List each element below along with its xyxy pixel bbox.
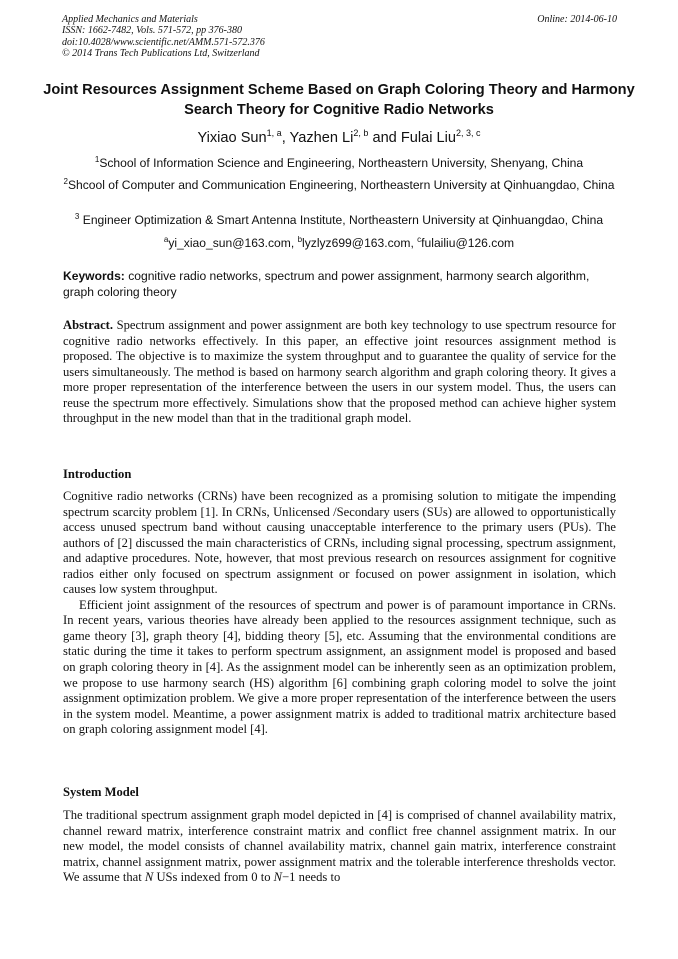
author-affiliation-mark: 2, b: [353, 128, 369, 138]
affiliation-mark: 1: [94, 155, 100, 164]
section-heading-system-model: System Model: [63, 785, 139, 799]
system-model-body: [63, 808, 616, 886]
system-model-text: to: [260, 870, 271, 885]
abstract-text: Spectrum assignment and power assignment are both key technology to use spectrum resource for cognitive radio networks effectively. In this paper, an effective joint resources assignment method is proposed. The objective is to maximize the system throughput and to guarantee the quality of service for the users simultaneously. The method is based on harmony search algorithm and graph coloring theory. It gives a more proper representation of the interference between the users in our system model. Thus, the users can reuse the spectrum more effectively. Simulations show that the proposed method can achieve higher system throughput in the new model than that in the traditional graph model.: [63, 318, 616, 426]
affiliation-3: [50, 212, 628, 229]
author-name: Yixiao Sun: [197, 130, 267, 146]
affiliation-text: School of Information Science and Engineering, Northeastern University, Shenyang, China: [99, 156, 584, 170]
email-link[interactable]: fulailiu@126.com: [421, 236, 515, 250]
math-zero: 0: [251, 870, 258, 885]
math-symbol-n: N: [273, 870, 283, 885]
abstract: [63, 318, 616, 427]
math-symbol-n: N: [144, 870, 154, 885]
affiliation-text: Shcool of Computer and Communication Engineering, Northeastern University at Qinhuangdao, China: [67, 178, 615, 192]
affiliation-mark: 3: [74, 212, 80, 221]
online-date: Online: 2014-06-10: [537, 14, 617, 25]
affiliation-2: [50, 177, 628, 194]
email-mark: a: [163, 235, 169, 244]
author-name: Fulai Liu: [400, 130, 457, 146]
author-separator: ,: [281, 130, 290, 146]
keywords-text: cognitive radio networks, spectrum and power assignment, harmony search algorithm, graph coloring theory: [63, 269, 590, 299]
journal-doi: doi:10.4028/www.scientific.net/AMM.571-572.376: [62, 36, 265, 48]
paper-title: Joint Resources Assignment Scheme Based on Graph Coloring Theory and Harmony Search Theory for Cognitive Radio Networks: [43, 82, 635, 118]
email-mark: b: [297, 235, 303, 244]
email-mark: c: [417, 235, 422, 244]
email-link[interactable]: lyzlyz699@163.com,: [302, 236, 418, 250]
introduction-body: [63, 489, 616, 738]
section-heading-introduction: Introduction: [63, 467, 132, 481]
system-model-text: needs to: [298, 870, 341, 885]
keywords-label: Keywords:: [63, 269, 125, 283]
abstract-label: Abstract.: [63, 318, 114, 332]
author-list: [0, 128, 678, 148]
introduction-paragraph-1: Cognitive radio networks (CRNs) have been recognized as a promising solution to mitigate the impending spectrum scarcity problem [1]. In CRNs, Unlicensed /Secondary users (SUs) are allowed to opportunistically access unused spectrum band without causing unacceptable interference to the primary users (PUs). The authors of [2] discussed the main characteristics of CRNs, including signal processing, spectrum assignment, and adaptive procedures. Note, however, that most previous research on resources assignment for cognitive radios either only focused on spectrum assignment or focused on power assignment in isolation, which causes low system throughput.: [63, 489, 616, 597]
keywords: [63, 269, 616, 300]
affiliation-1: [50, 155, 628, 172]
affiliation-mark: 2: [63, 177, 68, 186]
journal-name: Applied Mechanics and Materials: [62, 14, 198, 25]
email-list: [50, 235, 628, 252]
journal-copyright: © 2014 Trans Tech Publications Ltd, Switzerland: [62, 48, 260, 60]
author-affiliation-mark: 2, 3, c: [456, 128, 481, 138]
author-affiliation-mark: 1, a: [266, 128, 282, 138]
journal-header: [62, 14, 617, 60]
affiliation-text: Engineer Optimization & Smart Antenna Institute, Northeastern University at Qinhuangdao, China: [82, 213, 604, 227]
math-minus-one: −1: [282, 870, 296, 885]
journal-issn: ISSN: 1662-7482, Vols. 571-572, pp 376-380: [62, 25, 242, 37]
author-conjunction: and: [372, 130, 401, 146]
email-link[interactable]: yi_xiao_sun@163.com,: [168, 236, 298, 250]
system-model-paragraph-1: The traditional spectrum assignment graph model depicted in [4] is comprised of channel availability matrix, channel reward matrix, interference constraint matrix and conflict free channel assignment matrix. In our new model, the model consists of channel availability matrix, channel gain matrix, interference constraint matrix, channel assignment matrix, power assignment matrix and the tolerable interference thresholds vector. We assume that: [63, 808, 616, 885]
introduction-paragraph-2: Efficient joint assignment of the resources of spectrum and power is of paramount importance in CRNs. In recent years, various theories have already been applied to the resources assignment technique, such as game theory [3], graph theory [4], bidding theory [5], etc. Assuming that the environmental conditions are static during the time it takes to perform spectrum assignment, an assignment model is proposed and based on graph coloring theory in [4]. As the assignment model can be inherently seen as an optimization problem, we propose to use harmony search (HS) algorithm [6] combining graph coloring model to solve the joint assignment optimization problem. We give a more proper representation of the interference between the users in the system model. Meantime, a power assignment matrix is added to traditional matrix architecture based on graph coloring assignment model [4].: [63, 597, 616, 737]
system-model-text: USs indexed from: [156, 870, 249, 885]
author-name: Yazhen Li: [289, 130, 354, 146]
